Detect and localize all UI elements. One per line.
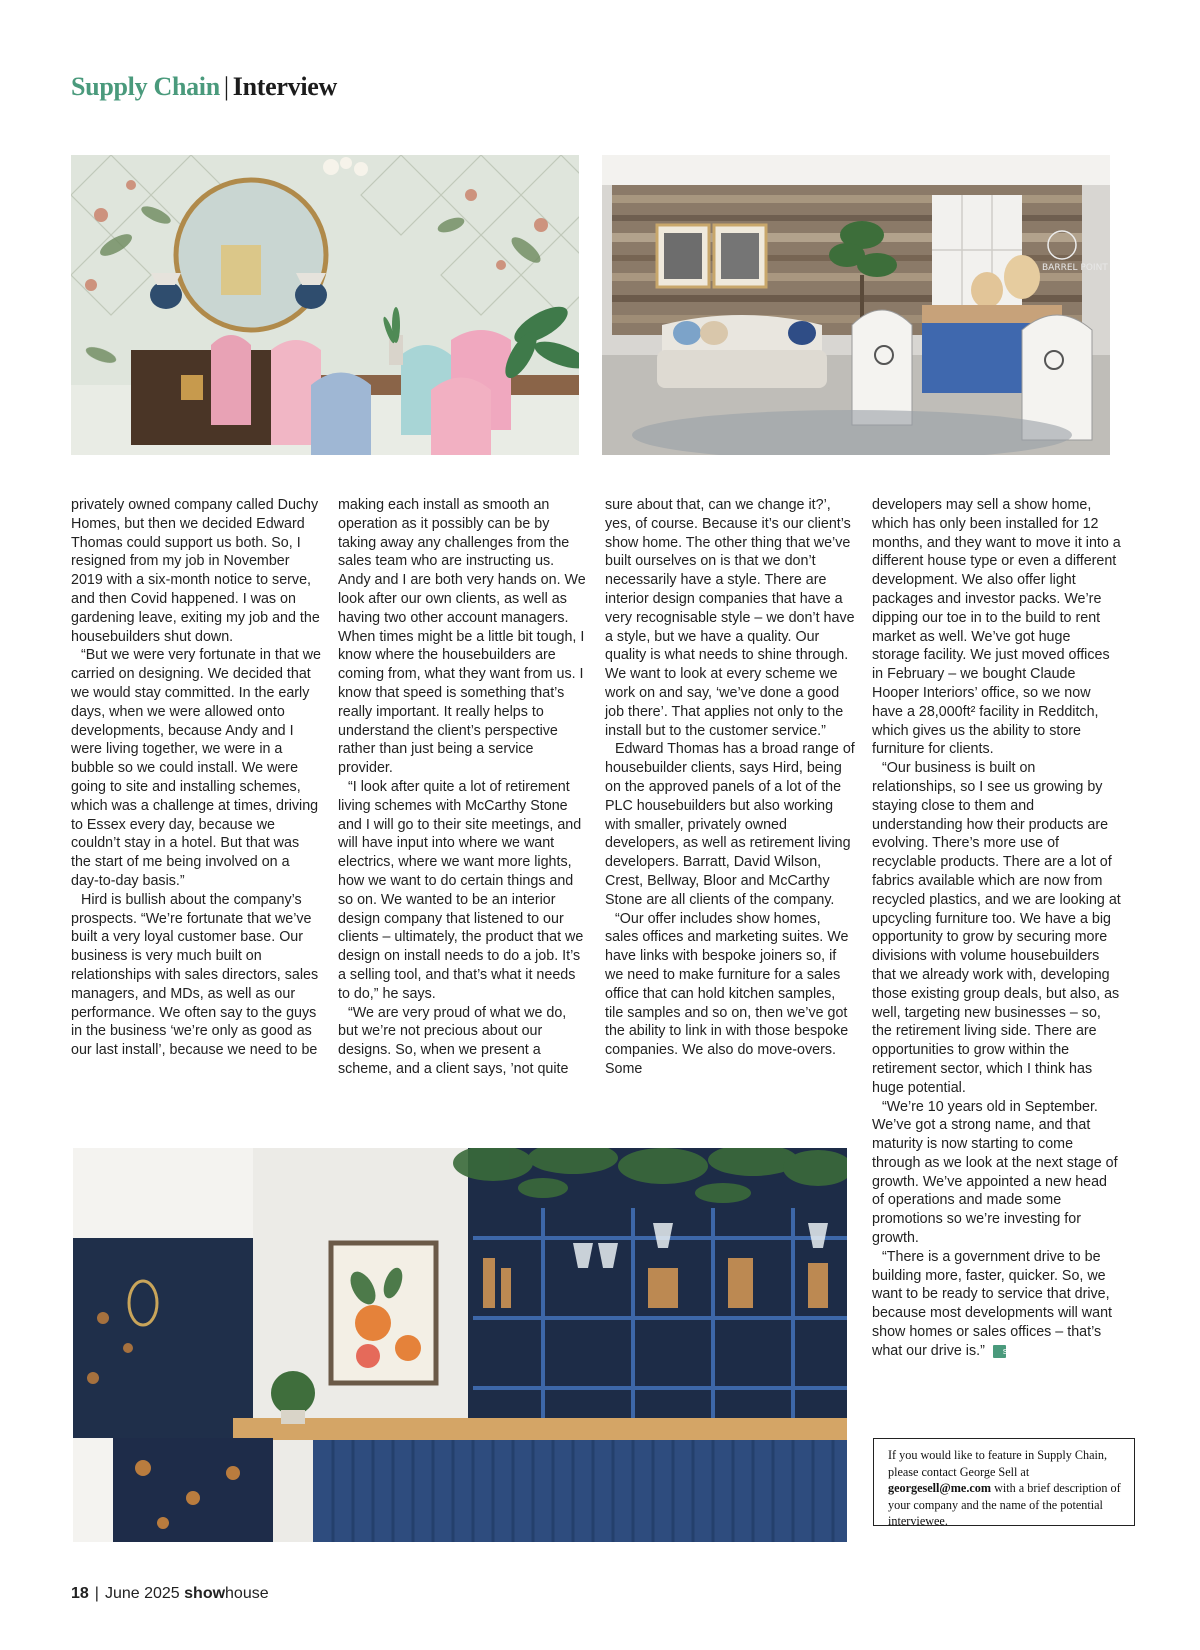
article-column-1 — [71, 496, 321, 1060]
article-column-3 — [605, 496, 855, 1079]
page-number: 18 — [71, 1585, 89, 1602]
contact-box — [873, 1438, 1135, 1529]
logo-part-house: house — [225, 1585, 269, 1602]
paragraph: Hird is bullish about the company’s prospects. “We’re fortunate that we’ve built a very loyal customer base. Our business is very much built on relationships with sales directors, sales managers, and MDs, as well as our performance. We often say to the guys in the business ‘we’re only as good as our last install’, because we need to be — [71, 891, 319, 1059]
logo-part-show: show — [184, 1585, 226, 1602]
section-name: Supply Chain — [71, 72, 220, 101]
magazine-logo — [184, 1585, 268, 1602]
dining-room-photo — [71, 155, 579, 455]
contact-intro: If you would like to feature in Supply Chain, please contact George Sell at — [888, 1448, 1108, 1479]
contact-email-link[interactable]: georgesell@me.com — [888, 1481, 992, 1496]
contact-outro: with a brief description of your company and the name of the potential interviewee. — [888, 1481, 1121, 1529]
article-type: Interview — [232, 72, 337, 101]
paragraph-text: “There is a government drive to be building more, faster, quicker. So, we want to be ready to service that drive, because most developments will want show homes or sales offices – that’s what our drive is.” — [872, 1248, 1112, 1359]
paragraph: “But we were very fortunate in that we carried on designing. We decided that we would stay committed. In the early days, when we were allowed onto developments, because Andy and I were living together, we were in a bubble so we could install. We were going to site and installing schemes, which was a challenge at times, driving to Essex every day, because we couldn’t stay in a hotel. But that was the start of me being involved on a day-to-day basis.” — [71, 647, 321, 889]
paragraph: making each install as smooth an operation as it possibly can be by taking away any challenges from the sales team who are instructing us. Andy and I are both very hands on. We look after our own clients, as well as having two other account managers. When times might be a little bit tough, I know where the housebuilders are coming from, what they want from us. I know that speed is something that’s really important. It really helps to understand the client’s perspective rather than just being a service provider. — [338, 497, 586, 777]
paragraph: “We are very proud of what we do, but we’re not precious about our designs. So, when we present a scheme, and a client says, ’not quite — [338, 1004, 569, 1077]
bar-area-photo — [73, 1148, 847, 1542]
article-column-4 — [872, 496, 1122, 1361]
section-header — [71, 72, 337, 102]
footer-separator: | — [94, 1585, 99, 1602]
issue-date: June 2025 — [104, 1585, 180, 1602]
paragraph: “I look after quite a lot of retirement living schemes with McCarthy Stone and I will go to their site meetings, and will have input into where we want electrics, where we want more lights, how we want to do certain things and so on. We wanted to be an interior design company that listened to our clients – ultimately, the product that we design on install needs to do a job. It’s a selling tool, and that’s what it needs to do,” he says. — [338, 778, 584, 1002]
end-mark-icon: sh — [993, 1345, 1006, 1358]
svg-text:BARREL POINT: BARREL POINT — [1042, 263, 1108, 273]
paragraph: Edward Thomas has a broad range of housebuilder clients, says Hird, being on the approved panels of a lot of the PLC housebuilders but also working with smaller, privately owned developers, as well as retirement living developers. Barratt, David Wilson, Crest, Bellway, Bloor and McCarthy Stone are all clients of the company. — [605, 741, 855, 908]
page-footer — [71, 1585, 269, 1603]
paragraph: developers may sell a show home, which has only been installed for 12 months, and they want to move it into a different house type or even a different development. We also offer light packages and investor packs. We’re dipping our toe in to the build to rent market as well. We’ve got huge storage facility. We just moved offices in February – we bought Claude Hooper Interiors’ office, so we now have a 28,000ft² facility in Redditch, which gives us the ability to store furniture for clients. — [872, 497, 1121, 758]
paragraph-final — [872, 1248, 1122, 1361]
article-column-2 — [338, 496, 588, 1079]
paragraph: “We’re 10 years old in September. We’ve got a strong name, and that maturity is now starting to come through as we look at the next stage of growth. We’ve appointed a new head of operations and made some promotions so we’re investing for growth. — [872, 1098, 1118, 1247]
header-separator: | — [223, 72, 229, 101]
paragraph: “Our offer includes show homes, sales offices and marketing suites. We have links with bespoke joiners so, if we need to make furniture for a sales office that can hold kitchen samples, tile samples and so on, then we’ve got the ability to link in with those bespoke companies. We also do move-overs. Some — [605, 910, 849, 1077]
paragraph: “Our business is built on relationships, so I see us growing by staying close to them and understanding how their products are evolving. There’s more use of recyclable products. There are a lot of fabrics available which are now from recycled plastics, and we are looking at upcycling furniture too. We have a big opportunity to grow by securing more divisions with volume housebuilders that we already work with, developing those existing group deals, but also, as well, targeting new businesses – so, the retirement living side. There are opportunities to grow within the retirement sector, which I think has huge potential. — [872, 760, 1121, 1096]
paragraph: sure about that, can we change it?’, yes, of course. Because it’s our client’s show home. The other thing that we’ve built ourselves on is that we don’t necessarily have a style. There are interior design companies that have a very recognisable style – we don’t have a style, but we have a quality. Our quality is what needs to shine through. We want to look at every scheme we work on and say, ‘we’ve done a good job there’. That applies not only to the install but to the customer service.” — [605, 497, 855, 739]
sales-office-photo — [602, 155, 1110, 455]
paragraph: privately owned company called Duchy Homes, but then we decided Edward Thomas could support us both. So, I resigned from my job in November 2019 with a six-month notice to serve, and then Covid happened. I was on gardening leave, exiting my job and the housebuilders shut down. — [71, 497, 320, 645]
